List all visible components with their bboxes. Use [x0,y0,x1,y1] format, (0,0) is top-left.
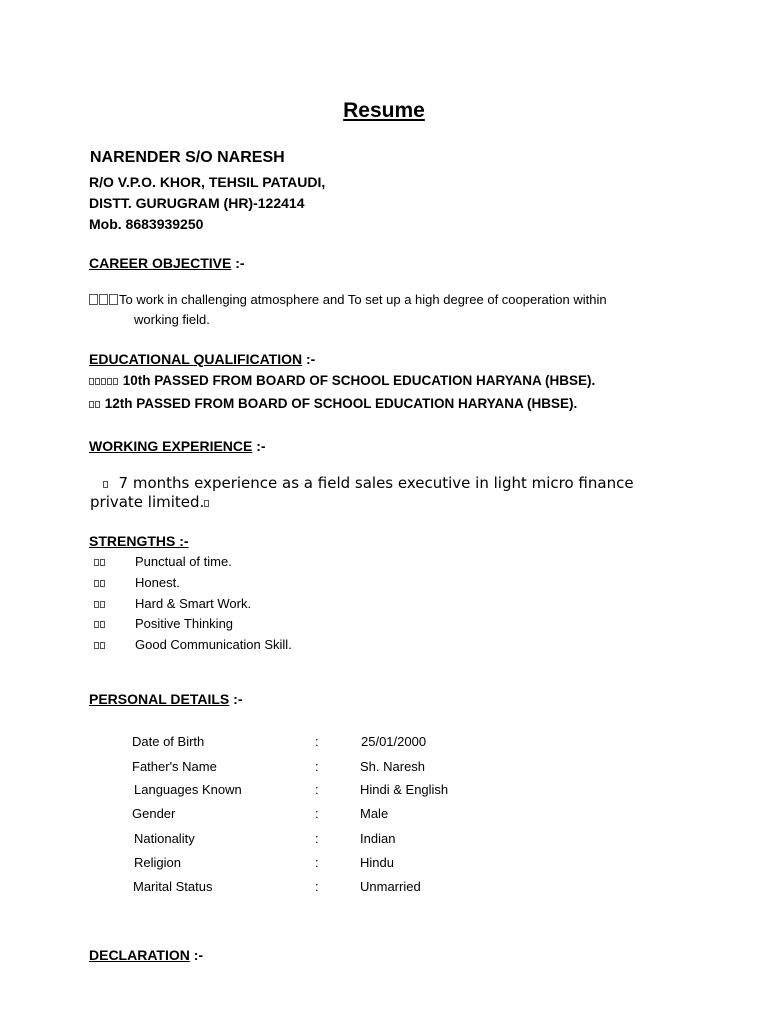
education-item: 12th PASSED FROM BOARD OF SCHOOL EDUCATION HARYANA (HBSE). [89,396,577,411]
detail-value-father: Sh. Naresh [360,759,426,774]
strength-item: Good Communication Skill. [135,637,292,652]
experience-line-2: private limited. [90,493,210,512]
address-line-1: R/O V.P.O. KHOR, TEHSIL PATAUDI, [89,174,326,190]
bullet-placeholder-icon [89,292,119,307]
bullet-placeholder-icon [89,373,119,388]
detail-separator: : [315,782,319,797]
bullet-placeholder-icon [94,595,106,613]
career-objective-heading: CAREER OBJECTIVE :- [89,255,245,271]
detail-separator: : [315,879,319,894]
bullet-placeholder-icon [94,553,106,571]
personal-details-heading: PERSONAL DETAILS :- [89,691,243,707]
detail-label-languages: Languages Known [134,782,242,797]
applicant-name: NARENDER S/O NARESH [90,149,285,166]
detail-label-marital: Marital Status [133,879,213,894]
bullet-placeholder-icon [204,500,209,507]
page-title: Resume [343,99,425,122]
detail-value-religion: Hindu [360,855,394,870]
detail-separator: : [315,759,319,774]
bullet-placeholder-icon [89,396,101,411]
bullet-placeholder-icon [94,636,106,654]
detail-value-marital: Unmarried [360,879,421,894]
bullet-placeholder-icon [94,574,106,592]
bullet-placeholder-icon [103,474,109,492]
detail-value-dob: 25/01/2000 [361,734,427,749]
detail-separator: : [315,831,319,846]
experience-line-1: 7 months experience as a field sales executive in light micro finance [103,474,634,493]
detail-label-gender: Gender [132,806,176,821]
detail-separator: : [315,855,319,870]
detail-separator: : [315,806,319,821]
bullet-placeholder-icon [94,615,106,633]
detail-label-religion: Religion [134,855,181,870]
strength-item: Honest. [135,575,180,590]
detail-value-languages: Hindi & English [360,782,449,797]
education-heading: EDUCATIONAL QUALIFICATION :- [89,351,316,367]
detail-value-gender: Male [360,806,389,821]
mobile-number: Mob. 8683939250 [89,216,204,232]
experience-heading: WORKING EXPERIENCE :- [89,438,266,454]
career-objective-line-1: To work in challenging atmosphere and To set up a high degree of cooperation within [89,292,607,307]
declaration-heading: DECLARATION :- [89,947,204,963]
career-objective-line-2: working field. [134,312,210,327]
strength-item: Punctual of time. [135,554,232,569]
detail-label-nationality: Nationality [134,831,195,846]
strength-item: Hard & Smart Work. [135,596,252,611]
detail-label-father: Father's Name [132,759,217,774]
detail-value-nationality: Indian [360,831,396,846]
strengths-heading: STRENGTHS :- [89,533,189,549]
detail-label-dob: Date of Birth [132,734,205,749]
address-line-2: DISTT. GURUGRAM (HR)-122414 [89,195,305,211]
detail-separator: : [315,734,319,749]
strength-item: Positive Thinking [135,616,234,631]
education-item: 10th PASSED FROM BOARD OF SCHOOL EDUCATION HARYANA (HBSE). [89,373,595,388]
